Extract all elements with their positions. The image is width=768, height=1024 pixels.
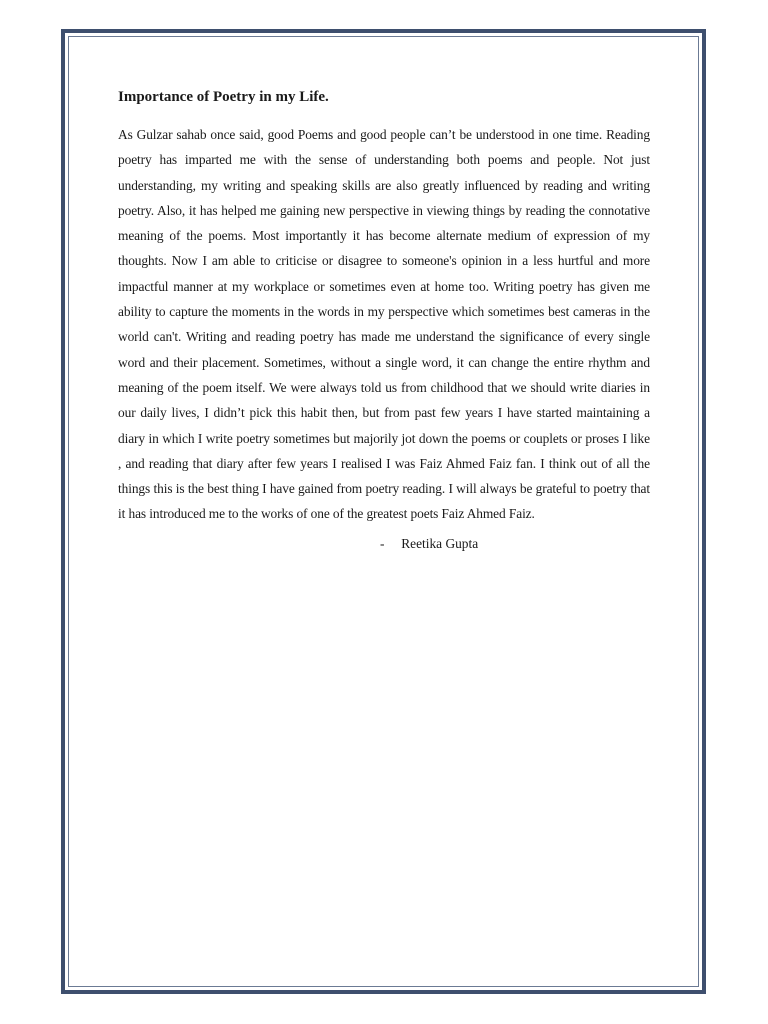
document-body: As Gulzar sahab once said, good Poems and good people can’t be understood in one time. Reading poetry has imparted me with the sense of understanding both poems and people. Not just understanding, my writing and speaking skills are also greatly influenced by reading and writing poetry. Also, it has helped me gaining new perspective in viewing things by reading the connotative meaning of the poems. Most importantly it has become alternate medium of expression of my thoughts. Now I am able to criticise or disagree to someone's opinion in a less hurtful and more impactful manner at my workplace or sometimes even at home too. Writing poetry has given me ability to capture the moments in the words in my perspective which sometimes best cameras in the world can't. Writing and reading poetry has made me understand the significance of every single word and their placement. Sometimes, without a single word, it can change the entire rhythm and meaning of the poem itself. We were always told us from childhood that we should write diaries in our daily lives, I didn’t pick this habit then, but from past few years I have started maintaining a diary in which I write poetry sometimes but majorily jot down the poems or couplets or proses I like , and reading that diary after few years I realised I was Faiz Ahmed Faiz fan. I think out of all the things this is the best thing I have gained from poetry reading. I will always be grateful to poetry that it has introduced me to the works of one of the greatest poets Faiz Ahmed Faiz. xyxy=(118,127,650,522)
author-signature: - Reetika Gupta xyxy=(380,535,479,551)
document-content xyxy=(118,86,650,555)
document-title: Importance of Poetry in my Life. xyxy=(118,89,329,105)
